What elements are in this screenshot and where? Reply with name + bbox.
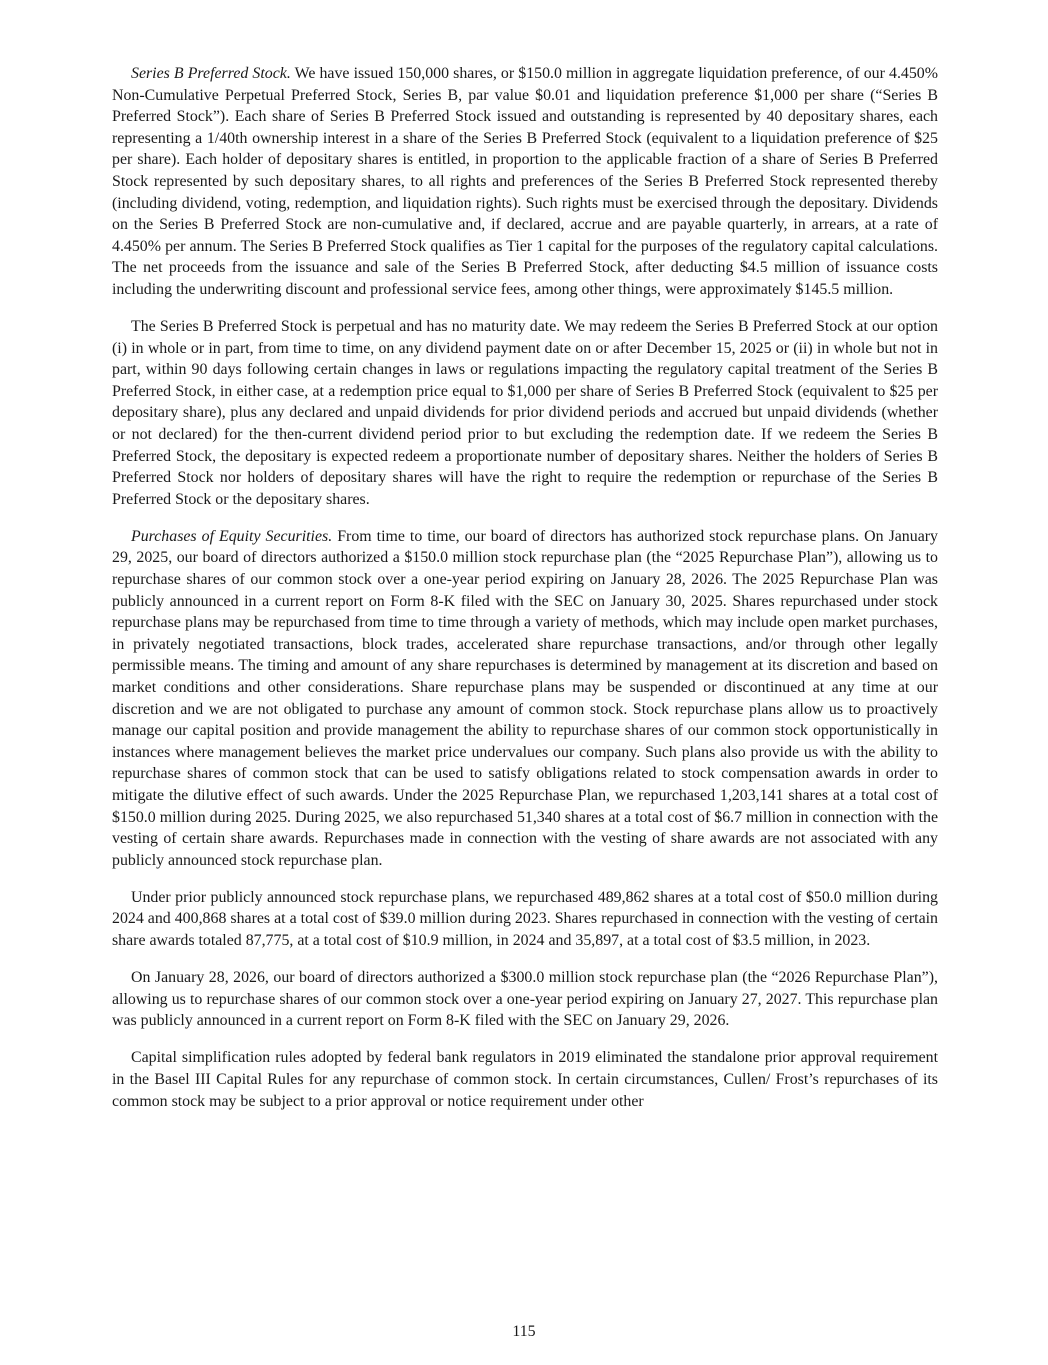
- paragraph-capital-simplification-rules: [112, 1047, 938, 1112]
- paragraph-lead-heading: Series B Preferred Stock.: [131, 65, 291, 82]
- paragraph-text: The Series B Preferred Stock is perpetual and has no maturity date. We may redeem the Series B Preferred Stock at our option (i) in whole or in part, from time to time, on any dividend payment date on or after December 15, 2025 or (ii) in whole but not in part, within 90 days following certain changes in laws or regulations impacting the regulatory capital treatment of the Series B Preferred Stock, in either case, at a redemption price equal to $1,000 per share of Series B Preferred Stock (equivalent to $25 per depositary share), plus any declared and unpaid dividends for prior dividend periods and accrued but unpaid dividends (whether or not declared) for the then-current dividend period prior to but excluding the redemption date. If we redeem the Series B Preferred Stock, the depositary is expected redeem a proportionate number of depositary shares. Neither the holders of Series B Preferred Stock nor holders of depositary shares will have the right to require the redemption or repurchase of the Series B Preferred Stock or the depositary shares.: [112, 318, 938, 508]
- page-number: 115: [512, 1323, 536, 1340]
- paragraph-text: Capital simplification rules adopted by federal bank regulators in 2019 eliminated the standalone prior approval requirement in the Basel III Capital Rules for any repurchase of common stock. In certain circumstances, Cullen/ Frost’s repurchases of its common stock may be subject to a prior approval or notice requirement under other: [112, 1049, 938, 1110]
- paragraph-text: On January 28, 2026, our board of directors authorized a $300.0 million stock repurchase plan (the “2026 Repurchase Plan”), allowing us to repurchase shares of our common stock over a one-year period expiring on January 27, 2027. This repurchase plan was publicly announced in a current report on Form 8-K filed with the SEC on January 29, 2026.: [112, 969, 938, 1030]
- paragraph-series-b-preferred-stock: [112, 63, 938, 301]
- document-body: [112, 63, 938, 1128]
- paragraph-text: We have issued 150,000 shares, or $150.0 million in aggregate liquidation preference, of our 4.450% Non-Cumulative Perpetual Preferred Stock, Series B, par value $0.01 and liquidation preference $1,000 per share (“Series B Preferred Stock”). Each share of Series B Preferred Stock issued and outstanding is represented by 40 depositary shares, each representing a 1/40th ownership interest in a share of the Series B Preferred Stock (equivalent to a liquidation preference of $25 per share). Each holder of depositary shares is entitled, in proportion to the applicable fraction of a share of Series B Preferred Stock represented by such depositary shares, to all rights and preferences of the Series B Preferred Stock represented thereby (including dividend, voting, redemption, and liquidation rights). Such rights must be exercised through the depositary. Dividends on the Series B Preferred Stock are non-cumulative and, if declared, accrue and are payable quarterly, in arrears, at a rate of 4.450% per annum. The Series B Preferred Stock qualifies as Tier 1 capital for the purposes of the regulatory capital calculations. The net proceeds from the issuance and sale of the Series B Preferred Stock, after deducting $4.5 million of issuance costs including the underwriting discount and professional service fees, among other things, were approximately $145.5 million.: [112, 65, 938, 298]
- paragraph-prior-repurchase-plans: [112, 887, 938, 952]
- paragraph-text: Under prior publicly announced stock repurchase plans, we repurchased 489,862 shares at a total cost of $50.0 million during 2024 and 400,868 shares at a total cost of $39.0 million during 2023. Shares repurchased in connection with the vesting of certain share awards totaled 87,775, at a total cost of $10.9 million, in 2024 and 35,897, at a total cost of $3.5 million, in 2023.: [112, 888, 938, 950]
- paragraph-lead-heading: Purchases of Equity Securities.: [131, 527, 333, 545]
- paragraph-text: From time to time, our board of directors has authorized stock repurchase plans. On January 29, 2025, our board of directors authorized a $150.0 million stock repurchase plan (the “2025 Repurchase Plan”), allowing us to repurchase shares of our common stock over a one-year period expiring on January 28, 2026. The 2025 Repurchase Plan was publicly announced in a current report on Form 8-K filed with the SEC on January 30, 2025. Shares repurchased under stock repurchase plans may be repurchased from time to time through a variety of methods, which may include open market purchases, in privately negotiated transactions, block trades, accelerated share repurchase transactions, and/or through other legally permissible means. The timing and amount of any share repurchases is determined by management at its discretion and based on market conditions and other considerations. Share repurchase plans may be suspended or discontinued at any time at our discretion and we are not obligated to purchase any amount of common stock. Stock repurchase plans allow us to proactively manage our capital position and provide management the ability to repurchase shares of our common stock opportunistically in instances where management believes the market price undervalues our company. Such plans also provide us with the ability to repurchase shares of common stock that can be used to satisfy obligations related to stock compensation awards in order to mitigate the dilutive effect of such awards. Under the 2025 Repurchase Plan, we repurchased 1,203,141 shares at a total cost of $150.0 million during 2025. During 2025, we also repurchased 51,340 shares at a total cost of $6.7 million in connection with the vesting of certain share awards. Repurchases made in connection with the vesting of share awards are not associated with any publicly announced stock repurchase plan.: [112, 527, 938, 869]
- paragraph-series-b-redemption: [112, 316, 938, 510]
- paragraph-2026-repurchase-plan: [112, 967, 938, 1032]
- paragraph-purchases-of-equity-securities: [112, 526, 938, 872]
